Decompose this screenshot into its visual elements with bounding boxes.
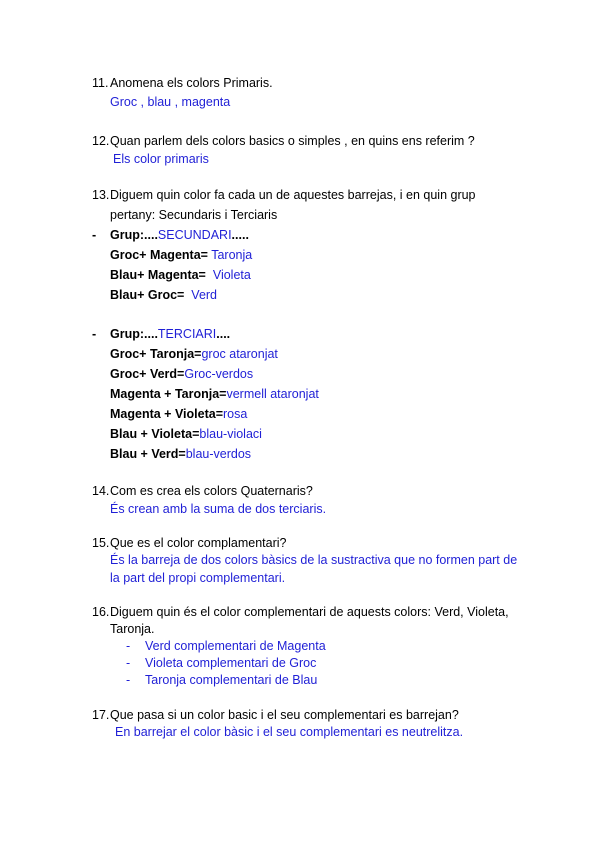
answer-14: És crean amb la suma de dos terciaris. (110, 502, 327, 516)
mix-result: vermell ataronjat (226, 387, 319, 401)
question-text: Anomena els colors Primaris. (110, 76, 273, 90)
list-item (110, 267, 251, 283)
group-prefix: Grup:.... (110, 327, 158, 341)
question-11 (92, 75, 273, 91)
list-item (110, 247, 252, 263)
list-bullet: - (92, 327, 97, 341)
question-15 (92, 535, 286, 551)
question-13 (92, 187, 476, 203)
mix-result: blau-verdos (185, 447, 252, 461)
question-text: Que es el color complamentari? (110, 536, 287, 550)
answer-17: En barrejar el color bàsic i el seu complementari es neutrelitza. (115, 725, 464, 739)
answer-15-line2: la part del propi complementari. (110, 571, 286, 585)
complement-text: Taronja complementari de Blau (145, 673, 318, 687)
mix-result: Taronja (211, 248, 253, 262)
question-13-line2: pertany: Secundaris i Terciaris (110, 208, 278, 222)
question-16-line2: Taronja. (110, 622, 155, 636)
list-item (126, 638, 326, 654)
list-item (126, 672, 318, 688)
question-number: 17. (92, 708, 110, 722)
mix-result: Violeta (212, 268, 251, 282)
group-suffix: ..... (231, 228, 249, 242)
mix-result: groc ataronjat (201, 347, 278, 361)
mix-result: Verd (191, 288, 218, 302)
list-item (110, 406, 247, 422)
list-bullet: - (126, 656, 131, 670)
list-item (126, 655, 317, 671)
answer-12: Els color primaris (113, 152, 209, 166)
mix-label: Blau+ Magenta= (110, 268, 206, 282)
list-bullet: - (126, 639, 131, 653)
question-number: 13. (92, 188, 110, 202)
group-prefix: Grup:.... (110, 228, 158, 242)
question-number: 15. (92, 536, 110, 550)
question-number: 11. (92, 76, 109, 90)
list-item (110, 366, 253, 382)
group-name: SECUNDARI (157, 228, 232, 242)
complement-text: Verd complementari de Magenta (145, 639, 326, 653)
mix-label: Groc+ Magenta= (110, 248, 208, 262)
mix-label: Blau + Verd= (110, 447, 186, 461)
question-number: 16. (92, 605, 110, 619)
list-bullet: - (92, 228, 97, 242)
group-secundari-header (92, 227, 249, 243)
answer-15-line1: És la barreja de dos colors bàsics de la sustractiva que no formen part de (110, 553, 518, 567)
mix-label: Blau + Violeta= (110, 427, 200, 441)
question-text: Com es crea els colors Quaternaris? (110, 484, 313, 498)
question-number: 14. (92, 484, 110, 498)
complement-text: Violeta complementari de Groc (145, 656, 317, 670)
list-bullet: - (126, 673, 131, 687)
question-text: Diguem quin color fa cada un de aquestes barrejas, i en quin grup (110, 188, 476, 202)
list-item (110, 346, 278, 362)
list-item (110, 386, 319, 402)
list-item (110, 446, 251, 462)
question-12 (92, 133, 475, 149)
question-number: 12. (92, 134, 110, 148)
answer-11: Groc , blau , magenta (110, 95, 231, 109)
question-14 (92, 483, 313, 499)
mix-label: Magenta + Taronja= (110, 387, 227, 401)
mix-result: Groc-verdos (184, 367, 254, 381)
question-text: Quan parlem dels colors basics o simples , en quins ens referim ? (110, 134, 475, 148)
mix-label: Groc+ Verd= (110, 367, 185, 381)
mix-label: Groc+ Taronja= (110, 347, 202, 361)
group-terciari-header (92, 326, 231, 342)
list-item (110, 426, 262, 442)
mix-label: Magenta + Violeta= (110, 407, 224, 421)
group-name: TERCIARI (157, 327, 217, 341)
mix-label: Blau+ Groc= (110, 288, 185, 302)
question-text: Que pasa si un color basic i el seu complementari es barrejan? (110, 708, 459, 722)
mix-result: rosa (223, 407, 248, 421)
group-suffix: .... (216, 327, 231, 341)
question-text: Diguem quin és el color complementari de aquests colors: Verd, Violeta, (110, 605, 509, 619)
list-item (110, 287, 217, 303)
mix-result: blau-violaci (199, 427, 262, 441)
question-16 (92, 604, 509, 620)
question-17 (92, 707, 459, 723)
